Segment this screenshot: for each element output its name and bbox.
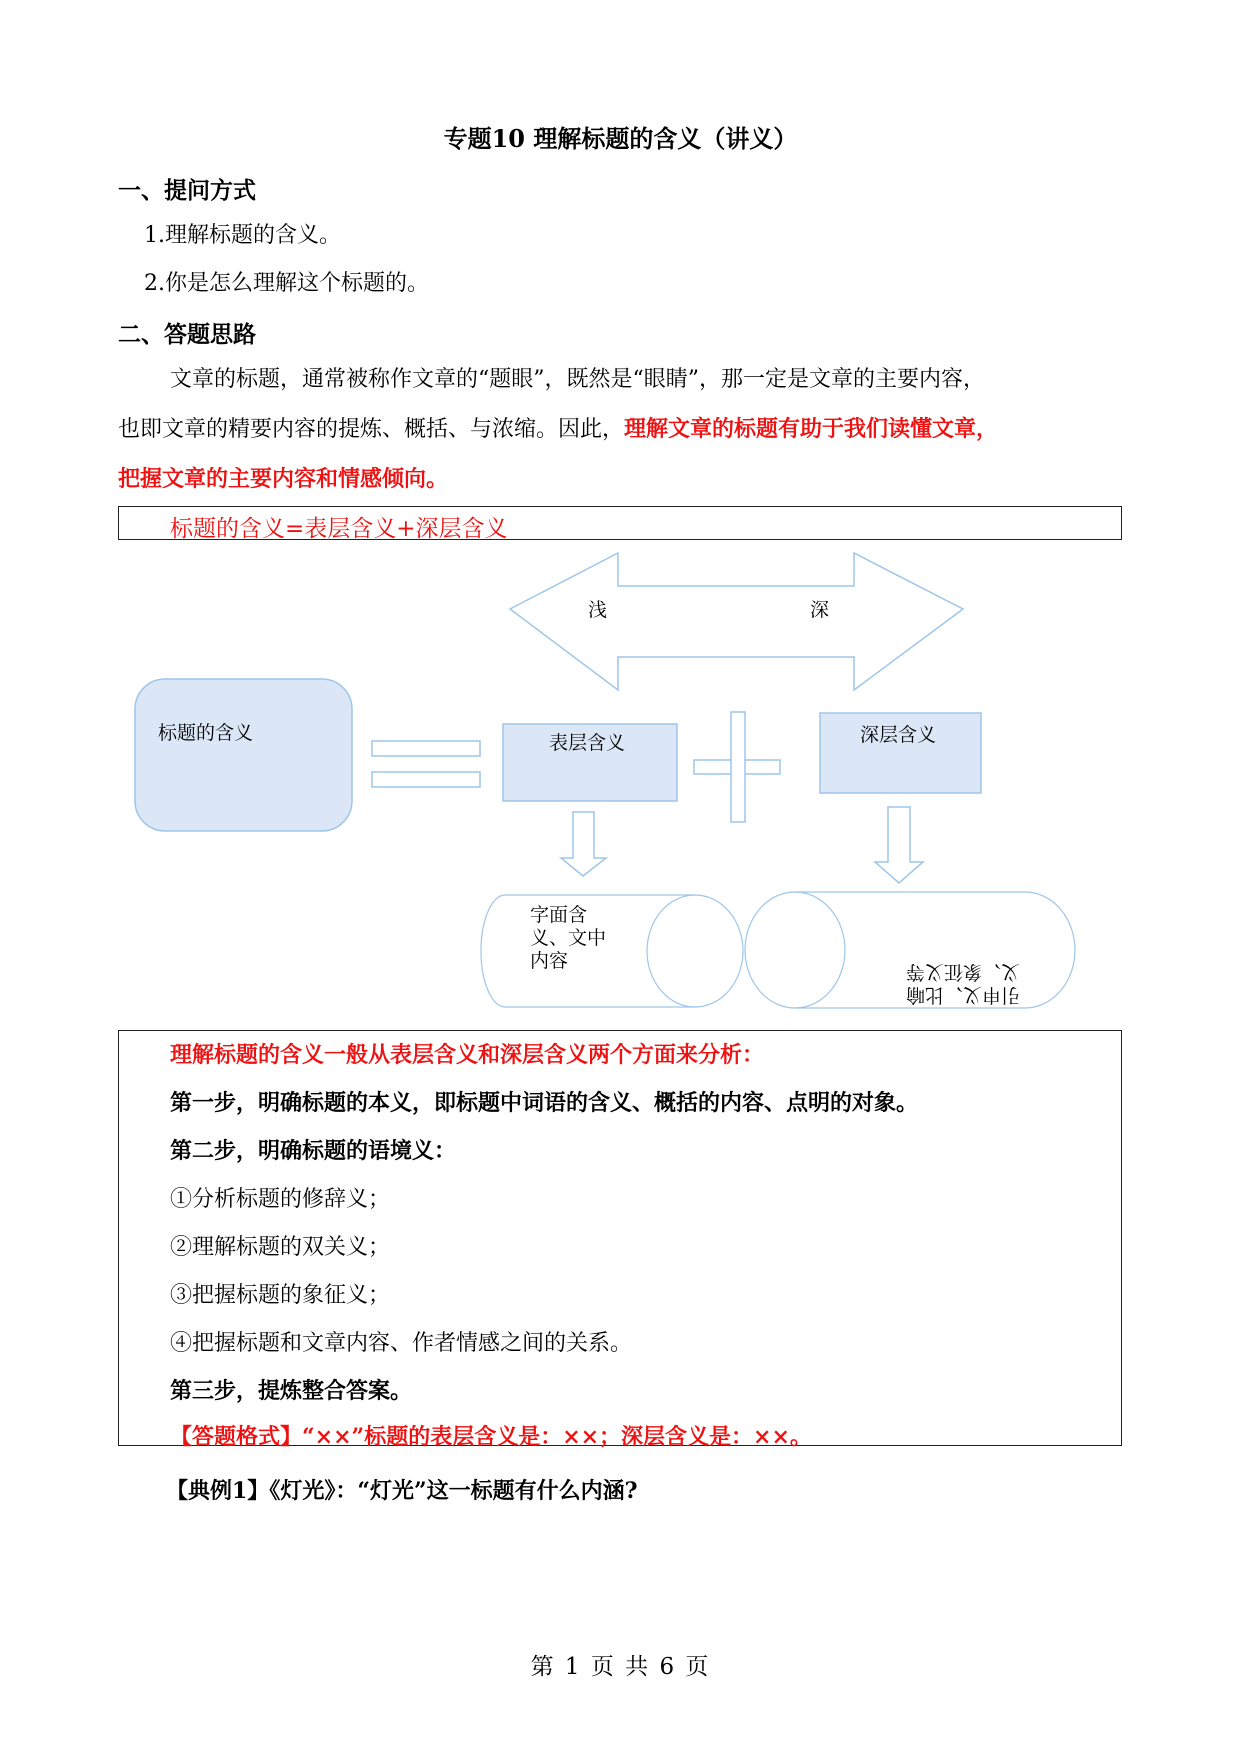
method-intro: 理解标题的含义一般从表层含义和深层含义两个方面来分析： bbox=[170, 1042, 765, 1068]
title-meaning-box bbox=[135, 679, 352, 831]
method-step-2: 第二步，明确标题的语境义： bbox=[170, 1138, 457, 1164]
method-sub-3: ③把握标题的象征义； bbox=[170, 1283, 391, 1308]
surface-scroll-line-1: 字面含 bbox=[530, 904, 588, 926]
answer-format bbox=[170, 1420, 812, 1451]
method-sub-1: ①分析标题的修辞义； bbox=[170, 1187, 391, 1212]
paragraph-line-2-plain: 也即文章的精要内容的提炼、概括、与浓缩。因此， bbox=[118, 417, 625, 442]
arrow-label-shallow: 浅 bbox=[588, 599, 608, 621]
example-1 bbox=[166, 1474, 638, 1505]
deep-meaning-label: 深层含义 bbox=[860, 724, 937, 746]
paragraph-line-3-emphasis: 把握文章的主要内容和情感倾向。 bbox=[118, 466, 449, 492]
document-title: 专题10 理解标题的含义（讲义） bbox=[443, 124, 798, 153]
equals-sign-top bbox=[372, 741, 480, 756]
question-item-1: 1.理解标题的含义。 bbox=[144, 223, 341, 248]
surface-down-arrow bbox=[561, 812, 606, 876]
paragraph-line-1: 文章的标题，通常被称作文章的“题眼”，既然是“眼睛”，那一定是文章的主要内容， bbox=[170, 367, 985, 392]
deep-scroll-line-1: 引申义、比喻 bbox=[905, 984, 1020, 1006]
plus-sign-vertical bbox=[731, 712, 745, 822]
example-text: 《灯光》：“灯光”这一标题有什么内涵? bbox=[269, 1478, 638, 1504]
title-meaning-label: 标题的含义 bbox=[158, 722, 254, 744]
method-sub-2: ②理解标题的双关义； bbox=[170, 1235, 391, 1260]
answer-format-label: 【答题格式】 bbox=[170, 1424, 303, 1450]
method-step-1: 第一步，明确标题的本义，即标题中词语的含义、概括的内容、点明的对象。 bbox=[170, 1090, 919, 1116]
surface-meaning-label: 表层含义 bbox=[549, 732, 626, 754]
page-footer: 第 1 页 共 6 页 bbox=[530, 1654, 711, 1680]
method-sub-4: ④把握标题和文章内容、作者情感之间的关系。 bbox=[170, 1331, 633, 1356]
depth-arrow bbox=[510, 553, 963, 690]
section1-heading: 一、提问方式 bbox=[118, 177, 256, 204]
section2-heading: 二、答题思路 bbox=[118, 321, 256, 348]
surface-scroll-line-3: 内容 bbox=[530, 950, 569, 972]
deep-scroll-line-2: 义、象征义等 bbox=[905, 961, 1020, 983]
question-item-2: 2.你是怎么理解这个标题的。 bbox=[144, 271, 429, 296]
method-step-3: 第三步，提炼整合答案。 bbox=[170, 1378, 413, 1404]
arrow-label-deep: 深 bbox=[810, 599, 830, 621]
paragraph-line-2-emphasis: 理解文章的标题有助于我们读懂文章， bbox=[624, 416, 999, 442]
equals-sign-bottom bbox=[372, 772, 480, 787]
deep-down-arrow bbox=[875, 807, 923, 883]
answer-format-text: “××”标题的表层含义是：××；深层含义是：××。 bbox=[302, 1424, 812, 1450]
surface-scroll bbox=[481, 895, 743, 1007]
surface-scroll-line-2: 义、文中 bbox=[530, 927, 607, 949]
example-label: 【典例1】 bbox=[166, 1478, 270, 1504]
formula-text: 标题的含义=表层含义+深层含义 bbox=[170, 516, 508, 542]
